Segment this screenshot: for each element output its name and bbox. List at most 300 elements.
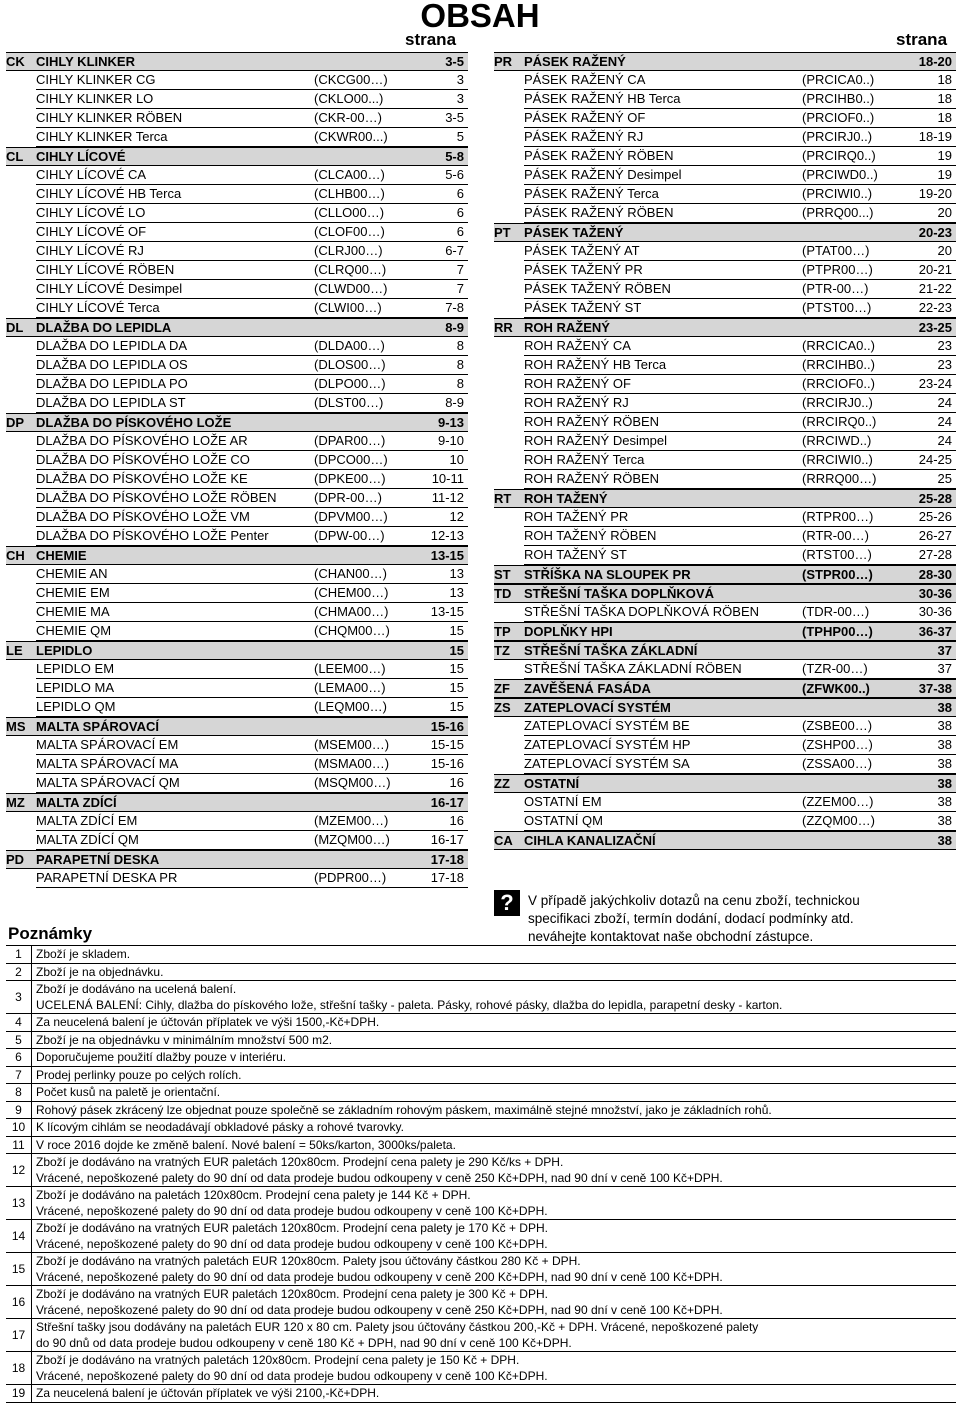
section-code: PR [494,54,513,69]
item-name: PÁSEK RAŽENÝ RJ [524,129,644,144]
section-row [6,717,468,736]
note-row [6,964,956,982]
item-abbr: (MZQM00…) [314,832,390,847]
item-abbr: (CKWR00...) [314,129,388,144]
item-name: PÁSEK TAŽENÝ AT [524,243,640,258]
item-name: CIHLY LÍCOVÉ HB Terca [36,186,182,201]
section-code: RR [494,320,513,335]
section-code: CL [6,149,24,164]
item-name: DLAŽBA DO LEPIDLA OS [36,357,188,372]
item-row [36,432,468,451]
item-row [524,280,956,299]
note-row [6,1102,956,1120]
item-abbr: (PTAT00…) [802,243,870,258]
item-name: CHEMIE AN [36,566,108,581]
item-abbr: (RRCIHB0..) [802,357,875,372]
note-row [6,1014,956,1032]
item-abbr: (PTPR00…) [802,262,873,277]
item-name: DLAŽBA DO PÍSKOVÉHO LOŽE VM [36,509,250,524]
item-name: ROH RAŽENÝ OF [524,376,631,391]
item-abbr: (ZSHP00…) [802,737,873,752]
note-number: 5 [6,1032,32,1049]
section-name: DLAŽBA DO LEPIDLA [36,320,172,335]
note-text [32,1049,290,1066]
section-row [494,641,956,660]
item-pages: 13 [449,585,464,600]
item-pages: 15-16 [430,756,464,771]
note-number: 11 [6,1137,32,1154]
item-abbr: (CKR-00…) [314,110,382,125]
item-abbr: (CLWD00…) [314,281,388,296]
section-code: DP [6,415,25,430]
item-row [524,242,956,261]
item-name: CIHLY LÍCOVÉ Desimpel [36,281,183,296]
section-code: TZ [494,643,510,658]
section-row [6,641,468,660]
note-row [6,1137,956,1155]
item-name: DLAŽBA DO LEPIDLA ST [36,395,186,410]
item-pages: 8-9 [445,395,464,410]
section-name: STŘÍŠKA NA SLOUPEK PR [524,567,691,582]
item-pages: 20 [937,243,952,258]
item-row [36,223,468,242]
item-row [36,185,468,204]
item-row [36,527,468,546]
note-row [6,1032,956,1050]
note-line: Zboží je dodáváno na paletách 120x80cm. Prodejní cena palety je 144 Kč + DPH. [36,1188,471,1202]
item-name: MALTA SPÁROVACÍ MA [36,756,179,771]
item-name: ROH RAŽENÝ Desimpel [524,433,668,448]
item-abbr: (CLOF00…) [314,224,385,239]
item-row [524,413,956,432]
item-abbr: (RRCIWI0..) [802,452,873,467]
section-code: CK [6,54,25,69]
note-line: Zboží je dodáváno na ucelená balení. [36,982,237,996]
item-name: PÁSEK RAŽENÝ OF [524,110,646,125]
item-abbr: (ZSBE00…) [802,718,873,733]
note-number: 1 [6,946,32,963]
item-row [524,717,956,736]
item-name: PÁSEK RAŽENÝ Desimpel [524,167,682,182]
item-pages: 13-15 [430,604,464,619]
note-text [32,1187,552,1219]
item-name: PÁSEK RAŽENÝ Terca [524,186,659,201]
item-name: ROH RAŽENÝ RÖBEN [524,414,660,429]
item-row [36,508,468,527]
item-name: ROH RAŽENÝ CA [524,338,631,353]
page-title: OBSAH [420,0,540,34]
note-text [32,1286,727,1318]
item-pages: 24-25 [918,452,952,467]
item-abbr: (PRCICA0..) [802,72,875,87]
item-abbr: (ZSSA00…) [802,756,873,771]
toc-left-column [6,52,468,888]
item-name: MALTA SPÁROVACÍ EM [36,737,179,752]
item-abbr: (PRCIHB0..) [802,91,875,106]
item-pages: 22-23 [918,300,952,315]
section-pages: 20-23 [918,225,952,240]
note-row [6,1253,956,1286]
section-name: STŘEŠNÍ TAŠKA ZÁKLADNÍ [524,643,698,658]
note-line: V roce 2016 dojde ke změně balení. Nové balení = 50ks/karton, 3000ks/paleta. [36,1137,456,1152]
note-line: Vrácené, nepoškozené palety do 90 dní od data prodeje budou odkoupeny v ceně 100 Kč+DPH. [36,1368,548,1383]
section-code: ZF [494,681,510,696]
item-abbr: (CKCG00…) [314,72,388,87]
section-name: ZATEPLOVACÍ SYSTÉM [524,700,671,715]
section-name: OSTATNÍ [524,776,580,791]
item-abbr: (MSQM00…) [314,775,391,790]
section-name: MALTA ZDÍCÍ [36,795,117,810]
item-name: CIHLY LÍCOVÉ LO [36,205,146,220]
note-text [32,1154,727,1186]
item-pages: 17-18 [430,870,464,885]
note-line: Zboží je dodáváno na vratných EUR paletách 120x80cm. Prodejní cena palety je 300 Kč + DPH. [36,1287,548,1301]
item-abbr: (DPAR00…) [314,433,386,448]
item-pages: 38 [937,813,952,828]
item-row [524,736,956,755]
item-pages: 24 [937,395,952,410]
section-name: CIHLY KLINKER [36,54,135,69]
item-abbr: (CHEM00…) [314,585,389,600]
note-row [6,981,956,1014]
section-name: ROH TAŽENÝ [524,491,608,506]
section-row [494,223,956,242]
note-line: Vrácené, nepoškozené palety do 90 dní od data prodeje budou odkoupeny v ceně 250 Kč+DPH, nad 90 dní v ceně 100 Kč+DPH. [36,1302,723,1317]
section-pages: 16-17 [430,795,464,810]
section-abbr: (TPHP00…) [802,624,873,639]
item-row [36,204,468,223]
item-name: DLAŽBA DO LEPIDLA DA [36,338,188,353]
item-row [36,280,468,299]
item-abbr: (DLDA00…) [314,338,385,353]
item-name: PÁSEK RAŽENÝ HB Terca [524,91,681,106]
note-row [6,1187,956,1220]
item-row [524,109,956,128]
item-pages: 18 [937,110,952,125]
item-abbr: (PRCIRQ0..) [802,148,876,163]
section-pages: 37-38 [918,681,952,696]
item-pages: 25-26 [918,509,952,524]
note-line: Doporučujeme použití dlažby pouze v interiéru. [36,1050,287,1064]
contact-line: specifikaci zboží, termín dodání, dodací podmínky atd. [528,911,854,926]
item-name: CIHLY KLINKER Terca [36,129,168,144]
item-name: DLAŽBA DO PÍSKOVÉHO LOŽE CO [36,452,250,467]
item-row [36,660,468,679]
section-name: CIHLA KANALIZAČNÍ [524,833,656,848]
note-line: Střešní tašky jsou dodávány na paletách EUR 120 x 80 cm. Palety jsou účtovány částkou 200,-Kč + DPH. Vrácené, nepoškozené palety [36,1320,759,1334]
item-abbr: (DPCO00…) [314,452,388,467]
item-name: DLAŽBA DO PÍSKOVÉHO LOŽE Penter [36,528,269,543]
section-row [6,413,468,432]
item-pages: 3 [456,91,464,106]
contact-info [528,892,888,946]
item-row [524,299,956,318]
note-number: 6 [6,1049,32,1066]
section-code: ST [494,567,511,582]
item-abbr: (PRCIWD0..) [802,167,878,182]
item-name: CIHLY KLINKER RÖBEN [36,110,183,125]
item-row [36,736,468,755]
item-pages: 16-17 [430,832,464,847]
item-row [524,470,956,489]
item-pages: 5 [456,129,464,144]
note-number: 15 [6,1253,32,1285]
item-row [36,375,468,394]
section-row [494,565,956,584]
item-abbr: (ZZEM00…) [802,794,874,809]
note-number: 7 [6,1067,32,1084]
note-text [32,1385,383,1402]
section-name: MALTA SPÁROVACÍ [36,719,160,734]
item-pages: 6 [456,186,464,201]
item-abbr: (CLRJ00…) [314,243,383,258]
note-row [6,1352,956,1385]
section-code: DL [6,320,24,335]
item-pages: 23-24 [918,376,952,391]
section-row [494,698,956,717]
section-pages: 15-16 [430,719,464,734]
section-code: MS [6,719,26,734]
section-code: CH [6,548,25,563]
item-name: CIHLY LÍCOVÉ CA [36,167,147,182]
note-line: Zboží je skladem. [36,947,131,961]
item-abbr: (CLRQ00…) [314,262,387,277]
item-pages: 6 [456,224,464,239]
item-pages: 12-13 [430,528,464,543]
note-number: 13 [6,1187,32,1219]
note-line: Zboží je dodáváno na vratných EUR paletách 120x80cm. Prodejní cena palety je 290 Kč/ks + DPH. [36,1155,564,1169]
note-row [6,1084,956,1102]
toc-right-column [494,52,956,850]
item-name: CIHLY LÍCOVÉ Terca [36,300,160,315]
item-pages: 5-6 [445,167,464,182]
item-row [524,375,956,394]
section-pages: 38 [937,833,952,848]
note-number: 16 [6,1286,32,1318]
item-pages: 6 [456,205,464,220]
item-pages: 10-11 [431,471,464,486]
item-abbr: (DLOS00…) [314,357,386,372]
item-row [524,261,956,280]
section-pages: 38 [937,776,952,791]
note-line: Za neucelená balení je účtován příplatek ve výši 1500,-Kč+DPH. [36,1015,380,1029]
item-pages: 20-21 [918,262,952,277]
item-name: OSTATNÍ QM [524,813,603,828]
notes-title: Poznámky [8,924,93,943]
item-row [524,793,956,812]
section-row [494,774,956,793]
item-row [36,356,468,375]
item-pages: 19 [937,167,952,182]
item-row [36,71,468,90]
item-name: LEPIDLO EM [36,661,115,676]
item-row [36,698,468,717]
item-pages: 8 [456,338,464,353]
item-pages: 3-5 [445,110,464,125]
item-pages: 15 [449,699,464,714]
item-row [36,166,468,185]
item-name: PARAPETNÍ DESKA PR [36,870,178,885]
note-number: 10 [6,1119,32,1136]
item-pages: 38 [937,718,952,733]
note-number: 4 [6,1014,32,1031]
item-name: CHEMIE EM [36,585,110,600]
item-name: ROH RAŽENÝ RJ [524,395,629,410]
item-name: ZATEPLOVACÍ SYSTÉM HP [524,737,691,752]
item-pages: 26-27 [918,528,952,543]
item-name: CHEMIE MA [36,604,110,619]
section-pages: 30-36 [918,586,952,601]
item-pages: 16 [449,775,464,790]
item-row [36,812,468,831]
contact-line: V případě jakýchkoliv dotazů na cenu zboží, technickou [528,893,860,908]
item-row [524,185,956,204]
note-row [6,1154,956,1187]
item-pages: 7 [456,281,464,296]
note-line: Zboží je na objednávku. [36,964,164,979]
section-row [6,850,468,869]
note-number: 19 [6,1385,32,1402]
item-abbr: (PRCIWI0..) [802,186,873,201]
section-row [6,52,468,71]
item-abbr: (RRCIOF0..) [802,376,875,391]
item-abbr: (CLLO00…) [314,205,385,220]
section-pages: 36-37 [918,624,952,639]
contact-line: neváhejte kontaktovat naše obchodní zástupce. [528,929,814,944]
item-abbr: (CLCA00…) [314,167,385,182]
item-row [524,147,956,166]
note-text [32,1119,408,1136]
note-row [6,1119,956,1137]
section-row [494,679,956,698]
item-abbr: (RTR-00…) [802,528,869,543]
note-line: Zboží je na objednávku v minimálním množství 500 m2. [36,1032,333,1047]
item-row [36,869,468,888]
section-name: DOPLŇKY HPI [524,624,613,639]
section-row [494,52,956,71]
section-code: TD [494,586,512,601]
note-line: Vrácené, nepoškozené palety do 90 dní od data prodeje budou odkoupeny v ceně 200 Kč+DPH, nad 90 dní v ceně 100 Kč+DPH. [36,1269,723,1284]
item-row [36,128,468,147]
section-pages: 3-5 [445,54,464,69]
note-line: Vrácené, nepoškozené palety do 90 dní od data prodeje budou odkoupeny v ceně 100 Kč+DPH. [36,1236,548,1251]
section-row [494,489,956,508]
item-abbr: (PDPR00…) [314,870,387,885]
item-abbr: (CHQM00…) [314,623,390,638]
section-row [6,546,468,565]
item-name: STŘEŠNÍ TAŠKA DOPLŇKOVÁ RÖBEN [524,604,760,619]
item-pages: 24 [937,414,952,429]
note-row [6,946,956,964]
section-code: LE [6,643,23,658]
item-abbr: (TDR-00…) [802,604,870,619]
section-name: CHEMIE [36,548,87,563]
item-name: PÁSEK TAŽENÝ PR [524,262,643,277]
item-pages: 18-19 [918,129,952,144]
item-abbr: (MZEM00…) [314,813,389,828]
item-row [36,489,468,508]
note-text [32,1067,245,1084]
item-name: ROH TAŽENÝ RÖBEN [524,528,657,543]
section-name: PARAPETNÍ DESKA [36,852,160,867]
item-name: ROH TAŽENÝ PR [524,509,629,524]
note-text [32,1014,383,1031]
note-text [32,1319,762,1351]
section-row [6,318,468,337]
item-row [36,755,468,774]
item-pages: 16 [449,813,464,828]
note-line: Zboží je dodáváno na vratných paletách 120x80cm. Prodejní cena palety je 150 Kč + DPH. [36,1353,520,1367]
item-abbr: (CHMA00…) [314,604,389,619]
note-line: UCELENÁ BALENÍ: Cihly, dlažba do pískového lože, střešní tašky - paleta. Pásky, rohové pásky, dlažba do lepidla, parapetní desky - karton. [36,997,783,1012]
item-abbr: (CHAN00…) [314,566,387,581]
note-number: 12 [6,1154,32,1186]
item-abbr: (PTR-00…) [802,281,869,296]
section-row [6,793,468,812]
section-name: DLAŽBA DO PÍSKOVÉHO LOŽE [36,415,232,430]
note-row [6,1067,956,1085]
item-name: DLAŽBA DO PÍSKOVÉHO LOŽE RÖBEN [36,490,277,505]
item-pages: 25 [937,471,952,486]
section-code: PD [6,852,25,867]
section-code: TP [494,624,511,639]
item-row [36,622,468,641]
section-pages: 18-20 [918,54,952,69]
item-abbr: (CKLO00...) [314,91,384,106]
item-row [524,394,956,413]
item-name: PÁSEK TAŽENÝ ST [524,300,642,315]
item-abbr: (DPVM00…) [314,509,388,524]
item-name: PÁSEK RAŽENÝ RÖBEN [524,148,674,163]
section-pages: 28-30 [918,567,952,582]
item-name: ROH RAŽENÝ HB Terca [524,357,667,372]
page-column-header-left: strana [405,30,457,49]
item-abbr: (DLST00…) [314,395,384,410]
item-name: CIHLY KLINKER CG [36,72,156,87]
note-text [32,1137,460,1154]
item-row [36,109,468,128]
note-number: 8 [6,1084,32,1101]
note-text [32,1102,776,1119]
section-pages: 5-8 [445,149,464,164]
item-name: MALTA ZDÍCÍ EM [36,813,138,828]
note-line: Zboží je dodáváno na vratných paletách EUR 120x80cm. Palety jsou účtovány částkou 280 Kč + DPH. [36,1254,581,1268]
item-pages: 24 [937,433,952,448]
item-abbr: (MSEM00…) [314,737,390,752]
item-abbr: (PRCIOF0..) [802,110,875,125]
item-pages: 3 [456,72,464,87]
section-pages: 38 [937,700,952,715]
section-row [494,622,956,641]
item-abbr: (LEEM00…) [314,661,386,676]
item-row [36,831,468,850]
note-row [6,1286,956,1319]
question-mark-icon: ? [494,890,520,916]
item-abbr: (PRRQ00...) [802,205,874,220]
note-number: 2 [6,964,32,981]
item-pages: 7 [456,262,464,277]
item-name: DLAŽBA DO PÍSKOVÉHO LOŽE KE [36,471,248,486]
note-line: Prodej perlinky pouze po celých rolích. [36,1067,242,1082]
section-pages: 8-9 [445,320,464,335]
note-row [6,1319,956,1352]
item-row [36,774,468,793]
section-row [494,831,956,850]
item-name: OSTATNÍ EM [524,794,602,809]
item-name: PÁSEK RAŽENÝ RÖBEN [524,205,674,220]
item-abbr: (LEMA00…) [314,680,386,695]
item-pages: 10 [449,452,464,467]
